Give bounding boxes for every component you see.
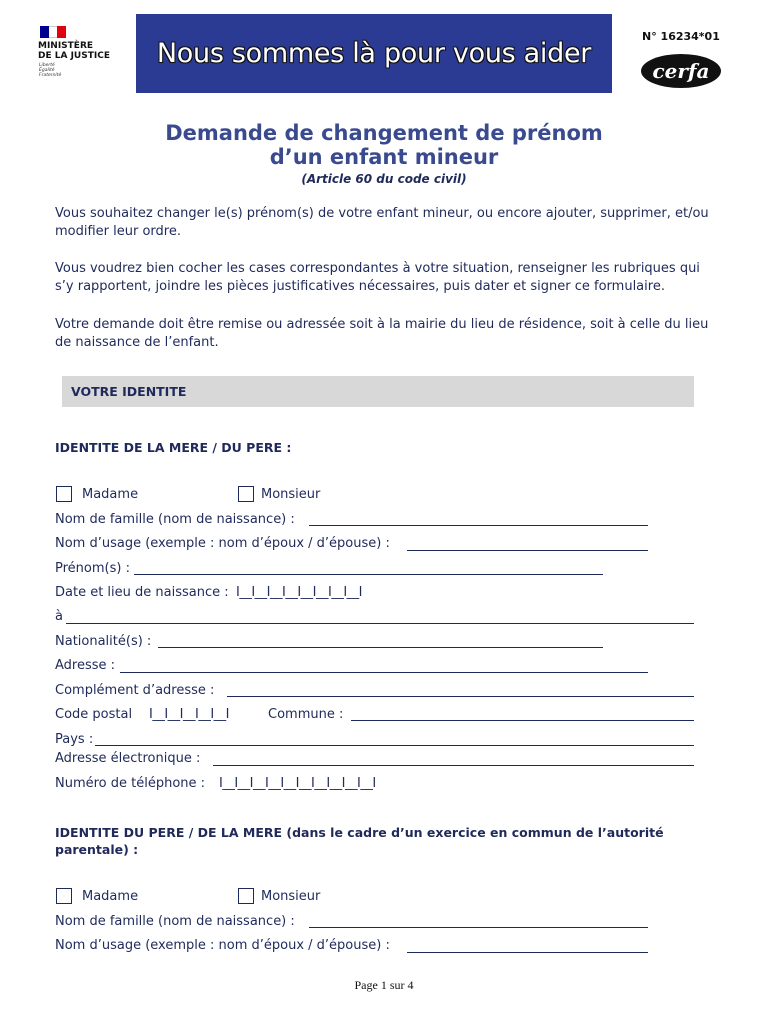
parent1-code-postal-label: Code postal [55, 707, 133, 722]
ministry-line-1: MINISTÈRE [38, 41, 94, 51]
parent1-nom-usage-field[interactable] [407, 550, 648, 551]
parent1-telephone-label: Numéro de téléphone : [55, 776, 206, 791]
ministry-name [38, 41, 110, 61]
parent1-monsieur-checkbox[interactable] [238, 486, 254, 502]
parent1-madame-label: Madame [82, 487, 139, 502]
parent1-pays-field[interactable] [95, 745, 694, 746]
form-subtitle: (Article 60 du code civil) [301, 172, 467, 186]
cerfa-logo-text: cerfa [652, 59, 710, 83]
parent1-commune-label: Commune : [268, 707, 344, 722]
motto-fraternite: Fraternité [39, 73, 62, 78]
parent2-nom-famille-label: Nom de famille (nom de naissance) : [55, 914, 295, 929]
flag-white [49, 26, 58, 38]
republic-motto [39, 63, 61, 78]
section-header [62, 376, 694, 407]
parent1-nationalite-field[interactable] [158, 647, 603, 648]
form-title-line-2: d’un enfant mineur [269, 145, 499, 169]
parent2-nom-usage-label: Nom d’usage (exemple : nom d’époux / d’épouse) : [55, 938, 390, 953]
parent1-email-label: Adresse électronique : [55, 751, 201, 766]
parent1-date-boxes[interactable]: I__I__I__I__I__I__I__I__I [236, 585, 363, 600]
parent1-prenoms-label: Prénom(s) : [55, 561, 130, 576]
parent1-heading: IDENTITE DE LA MERE / DU PERE : [55, 440, 292, 455]
parent2-madame-label: Madame [82, 889, 139, 904]
parent1-adresse-field[interactable] [120, 672, 648, 673]
flag-blue [40, 26, 49, 38]
cerfa-number: N° 16234*01 [642, 30, 720, 43]
section-title: VOTRE IDENTITE [71, 384, 187, 399]
intro-paragraph-1: Vous souhaitez changer le(s) prénom(s) de votre enfant mineur, ou encore ajouter, supprimer, et/ou modifier leur ordre. [55, 206, 709, 239]
parent1-nom-famille-field[interactable] [309, 525, 648, 526]
parent1-nationalite-label: Nationalité(s) : [55, 634, 152, 649]
parent1-date-lieu-label: Date et lieu de naissance : [55, 585, 229, 600]
parent1-complement-label: Complément d’adresse : [55, 683, 215, 698]
intro-paragraph-3: Votre demande doit être remise ou adressée soit à la mairie du lieu de résidence, soit à celle du lieu de naissance de l’enfant. [55, 317, 709, 350]
parent1-adresse-label: Adresse : [55, 658, 116, 673]
parent2-nom-usage-field[interactable] [407, 952, 648, 953]
parent1-a-label: à [55, 609, 63, 624]
parent1-madame-checkbox[interactable] [56, 486, 72, 502]
flag-red [57, 26, 66, 38]
parent2-nom-famille-field[interactable] [309, 927, 648, 928]
parent1-complement-field[interactable] [227, 696, 694, 697]
parent1-code-postal-boxes[interactable]: I__I__I__I__I__I [149, 707, 230, 722]
header-banner [136, 14, 612, 93]
parent1-monsieur-label: Monsieur [261, 487, 321, 502]
cerfa-logo [641, 54, 721, 88]
parent2-monsieur-label: Monsieur [261, 889, 321, 904]
republique-flag-icon [40, 26, 66, 38]
parent1-email-field[interactable] [213, 765, 694, 766]
banner-text: Nous sommes là pour vous aider [156, 38, 592, 69]
parent2-monsieur-checkbox[interactable] [238, 888, 254, 904]
ministry-line-2: DE LA JUSTICE [38, 51, 110, 61]
parent1-lieu-field[interactable] [66, 623, 694, 624]
parent1-telephone-boxes[interactable]: I__I__I__I__I__I__I__I__I__I__I [219, 776, 376, 791]
motto-liberte: Liberté [39, 63, 55, 68]
form-title-line-1: Demande de changement de prénom [165, 121, 603, 145]
parent1-pays-label: Pays : [55, 732, 94, 747]
parent1-nom-usage-label: Nom d’usage (exemple : nom d’époux / d’épouse) : [55, 536, 390, 551]
parent2-madame-checkbox[interactable] [56, 888, 72, 904]
parent1-nom-famille-label: Nom de famille (nom de naissance) : [55, 512, 295, 527]
parent1-prenoms-field[interactable] [134, 574, 603, 575]
motto-egalite: Égalité [39, 68, 55, 73]
page-number: Page 1 sur 4 [354, 978, 414, 992]
parent1-commune-field[interactable] [351, 720, 694, 721]
intro-paragraph-2: Vous voudrez bien cocher les cases correspondantes à votre situation, renseigner les rubriques qui s’y rapportent, joindre les pièces justificatives nécessaires, puis dater et signer ce formulaire. [55, 261, 700, 294]
parent2-heading: IDENTITE DU PERE / DE LA MERE (dans le cadre d’un exercice en commun de l’autorité parentale) : [55, 825, 664, 857]
